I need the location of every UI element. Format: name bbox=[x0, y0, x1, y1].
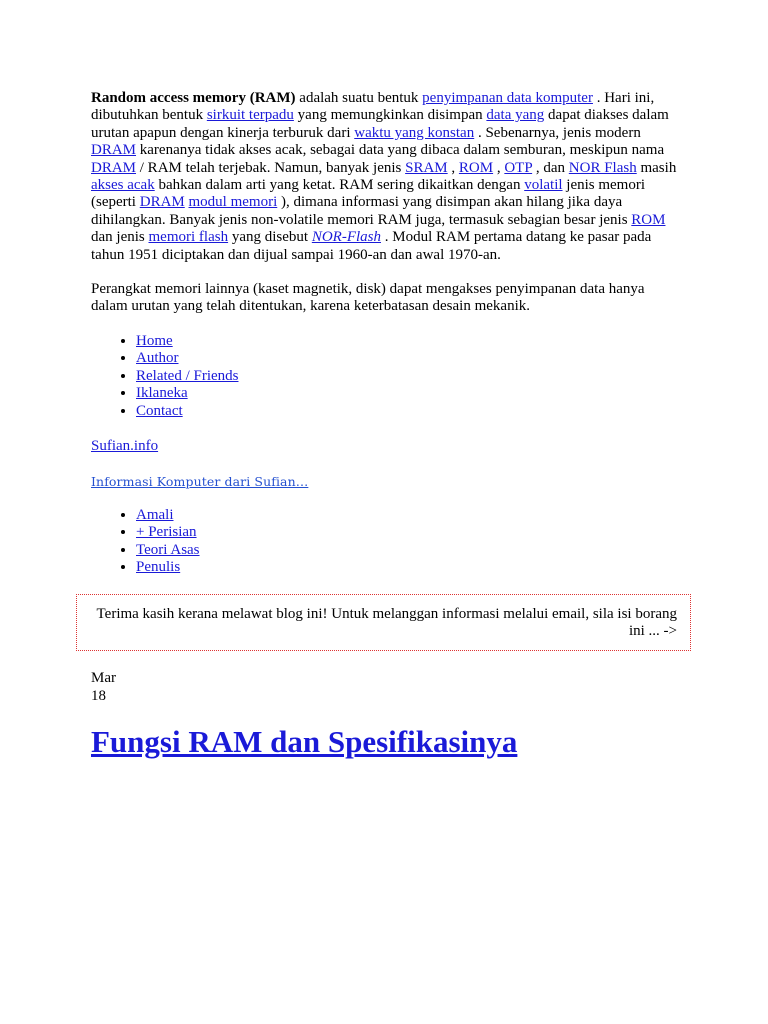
nav-item-related-friends bbox=[136, 368, 238, 385]
paragraph-text: . Modul RAM pertama datang ke pasar pada tahun 1951 diciptakan dan dijual sampai 1960-an dan awal 1970-an. bbox=[91, 229, 652, 263]
nav-link-penulis[interactable]: Penulis bbox=[136, 559, 181, 576]
inline-link[interactable]: memori flash bbox=[148, 229, 229, 246]
nav-item-home bbox=[136, 333, 238, 350]
paragraph-text: , dan bbox=[532, 159, 569, 176]
article-paragraph-2: Perangkat memori lainnya (kaset magnetik, disk) dapat mengakses penyimpanan data hanya dalam urutan yang telah ditentukan, karena keterbatasan desain mekanik. bbox=[91, 281, 645, 315]
nav-link-contact[interactable]: Contact bbox=[136, 402, 183, 419]
post-date-month: Mar bbox=[91, 670, 116, 686]
paragraph-text: adalah suatu bentuk bbox=[295, 90, 423, 106]
paragraph-text: , bbox=[447, 159, 459, 176]
nav-link-author[interactable]: Author bbox=[136, 350, 179, 367]
paragraph-text: yang memungkinkan disimpan bbox=[293, 107, 487, 124]
paragraph-text: dapat diakses dalam urutan apapun dengan kinerja terburuk dari bbox=[91, 107, 669, 141]
inline-link[interactable]: sirkuit terpadu bbox=[206, 107, 294, 124]
nav-link-iklaneka[interactable]: Iklaneka bbox=[136, 385, 188, 402]
inline-link[interactable]: NOR Flash bbox=[568, 159, 637, 176]
nav-link-home[interactable]: Home bbox=[136, 333, 173, 349]
inline-link[interactable]: DRAM bbox=[91, 159, 137, 176]
inline-link[interactable]: DRAM bbox=[91, 142, 137, 159]
paragraph-text: / RAM telah terjebak. Namun, banyak jenis bbox=[136, 159, 406, 176]
subscribe-notice-box bbox=[76, 594, 691, 651]
paragraph-text: yang disebut bbox=[228, 229, 312, 246]
nav-link-perisian[interactable]: + Perisian bbox=[136, 524, 197, 541]
inline-link[interactable]: akses acak bbox=[91, 177, 155, 194]
paragraph-text: . Hari ini, dibutuhkan bentuk bbox=[91, 90, 655, 124]
nav-item-author bbox=[136, 350, 238, 367]
nav-link-teori-asas[interactable]: Teori Asas bbox=[136, 541, 200, 558]
site-name-link[interactable]: Sufian.info bbox=[91, 438, 159, 454]
paragraph-text: . Sebenarnya, jenis modern bbox=[474, 124, 641, 141]
nav-item-iklaneka bbox=[136, 385, 238, 402]
inline-link[interactable]: ROM bbox=[458, 159, 494, 176]
inline-link[interactable]: waktu yang konstan bbox=[354, 124, 475, 141]
nav-item-teori-asas bbox=[136, 542, 200, 559]
subscribe-notice-text: Terima kasih kerana melawat blog ini! Untuk melanggan informasi melalui email, sila isi borang ini ... -> bbox=[96, 606, 677, 640]
paragraph-text: dan jenis bbox=[91, 229, 149, 246]
bold-term: Random access memory (RAM) bbox=[91, 90, 296, 106]
inline-link[interactable]: data yang bbox=[486, 107, 545, 124]
inline-link[interactable]: penyimpanan data komputer bbox=[422, 90, 593, 106]
site-tagline-link[interactable]: Informasi Komputer dari Sufian… bbox=[91, 474, 309, 489]
inline-link[interactable]: SRAM bbox=[405, 159, 448, 176]
nav-item-perisian bbox=[136, 524, 200, 541]
nav-link-amali[interactable]: Amali bbox=[136, 507, 174, 523]
paragraph-text: masih bbox=[636, 159, 677, 176]
secondary-nav bbox=[91, 507, 200, 577]
inline-link[interactable]: OTP bbox=[504, 159, 533, 176]
nav-link-related-friends[interactable]: Related / Friends bbox=[136, 367, 239, 384]
inline-link[interactable]: ROM bbox=[631, 211, 666, 228]
nav-item-penulis bbox=[136, 559, 200, 576]
paragraph-text: jenis memori (seperti bbox=[91, 177, 646, 211]
nav-item-amali bbox=[136, 507, 200, 524]
nav-item-contact bbox=[136, 403, 238, 420]
post-title bbox=[91, 722, 517, 762]
inline-link[interactable]: NOR-Flash bbox=[311, 229, 381, 246]
article-paragraph-1 bbox=[91, 90, 681, 264]
primary-nav bbox=[91, 333, 238, 420]
inline-link[interactable]: modul memori bbox=[188, 194, 278, 211]
paragraph-text: bahkan dalam arti yang ketat. RAM sering dikaitkan dengan bbox=[154, 177, 525, 194]
post-date-day: 18 bbox=[91, 688, 106, 704]
post-title-link[interactable]: Fungsi RAM dan Spesifikasinya bbox=[91, 724, 518, 759]
paragraph-text: ), dimana informasi yang disimpan akan hilang jika daya dihilangkan. Banyak jenis non-volatile memori RAM juga, termasuk sebagian besar jenis bbox=[91, 194, 632, 228]
inline-link[interactable]: volatil bbox=[524, 177, 563, 194]
paragraph-text: karenanya tidak akses acak, sebagai data yang dibaca dalam semburan, meskipun nama bbox=[136, 142, 665, 159]
paragraph-text: , bbox=[493, 159, 505, 176]
inline-link[interactable]: DRAM bbox=[139, 194, 185, 211]
